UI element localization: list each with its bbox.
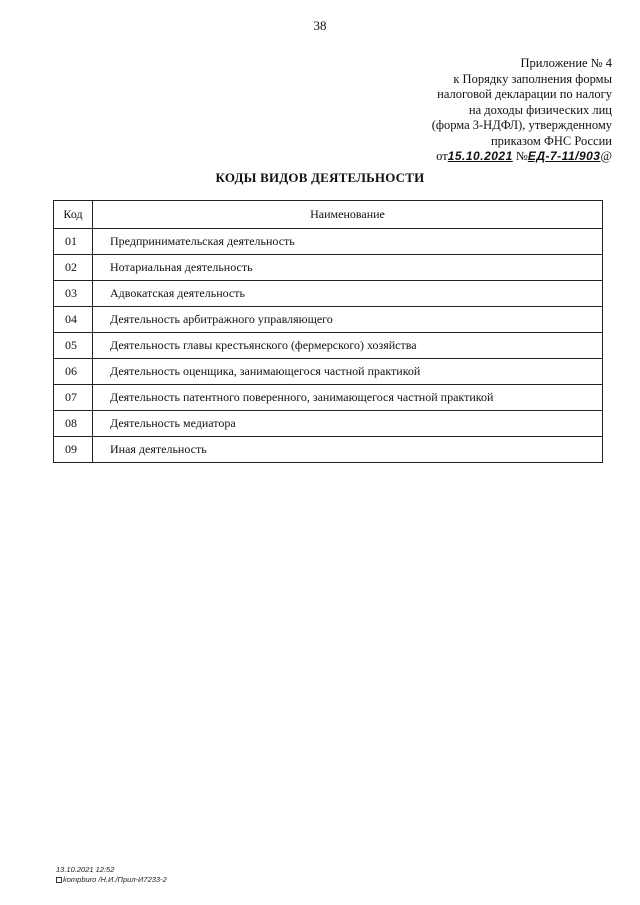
order-date: 15.10.2021 [447,149,513,163]
number-suffix: @ [600,149,612,163]
row-name: Деятельность главы крестьянского (фермерского) хозяйства [93,333,603,359]
number-prefix: № [515,149,528,163]
row-name: Адвокатская деятельность [93,281,603,307]
row-code: 07 [54,385,93,411]
table-row [54,333,603,359]
table-row [54,437,603,463]
table-row [54,255,603,281]
table-row [54,359,603,385]
table-header-row [54,201,603,229]
row-code: 06 [54,359,93,385]
row-code: 08 [54,411,93,437]
row-code: 02 [54,255,93,281]
appendix-header [312,56,612,165]
date-prefix: от [436,149,448,163]
table-row [54,385,603,411]
appendix-line-6: приказом ФНС России [490,133,612,148]
row-code: 09 [54,437,93,463]
row-name: Предпринимательская деятельность [93,229,603,255]
appendix-line-5: (форма 3-НДФЛ), утвержденному [431,118,612,132]
header-code: Код [54,201,93,229]
row-code: 04 [54,307,93,333]
file-path-line [56,875,167,885]
order-number: ЕД-7-11/903 [527,149,601,163]
activity-codes-table [53,200,603,463]
table-row [54,411,603,437]
print-timestamp: 13.10.2021 12:52 [56,865,115,874]
row-code: 05 [54,333,93,359]
row-name: Деятельность арбитражного управляющего [93,307,603,333]
table-row [54,307,603,333]
row-name: Иная деятельность [93,437,603,463]
print-footer [56,865,167,885]
header-name: Наименование [93,201,603,229]
page-number: 38 [313,18,327,33]
row-name: Деятельность оценщика, занимающегося частной практикой [93,359,603,385]
row-name: Деятельность медиатора [93,411,603,437]
appendix-line-4: на доходы физических лиц [468,102,612,117]
table-row [54,281,603,307]
document-title: КОДЫ ВИДОВ ДЕЯТЕЛЬНОСТИ [215,170,425,185]
document-icon [56,877,62,883]
order-date-number [312,149,612,165]
row-name: Нотариальная деятельность [93,255,603,281]
row-name: Деятельность патентного поверенного, занимающегося частной практикой [93,385,603,411]
table-row [54,229,603,255]
file-path: kompburo /Н.И./Прил-И7233-2 [63,875,167,884]
row-code: 03 [54,281,93,307]
appendix-line-1: Приложение № 4 [520,56,612,70]
appendix-line-3: налоговой декларации по налогу [437,87,612,101]
appendix-line-2: к Порядку заполнения формы [453,71,612,86]
row-code: 01 [54,229,93,255]
